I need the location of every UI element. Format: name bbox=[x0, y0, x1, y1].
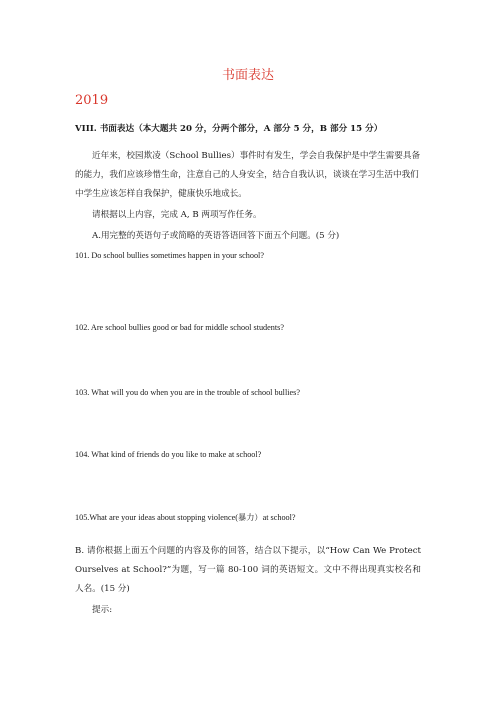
page-title: 书面表达 bbox=[221, 68, 274, 83]
year-label: 2019 bbox=[75, 93, 109, 108]
section-heading: VIII. 书面表达（本大题共 20 分，分两个部分，A 部分 5 分，B 部分 15 分） bbox=[75, 124, 383, 134]
instruction-line: 请根据以上内容，完成 A, B 两项写作任务。 bbox=[92, 210, 262, 220]
question-101: 101. Do school bullies sometimes happen in your school? bbox=[75, 251, 264, 260]
intro-paragraph: 近年来，校园欺凌（School Bullies）事件时有发生，学会自我保护是中学生需要具备的能力，我们应该珍惜生命，注意自己的人身安全，结合自我认识，谈谈在学习生活中我们中学生应该怎样自我保护，健康快乐地成长。 bbox=[75, 151, 421, 199]
question-102: 102. Are school bullies good or bad for middle school students? bbox=[75, 323, 284, 332]
question-103: 103. What will you do when you are in the trouble of school bullies? bbox=[75, 388, 300, 397]
question-105: 105.What are your ideas about stopping violence(暴力）at school? bbox=[75, 513, 296, 522]
hint-label: 提示: bbox=[92, 605, 113, 615]
question-104: 104. What kind of friends do you like to make at school? bbox=[75, 450, 262, 459]
part-b-instruction: B. 请你根据上面五个问题的内容及你的回答，结合以下提示，以“How Can We Protect Ourselves at School?”为题，写一篇 80-100 词的英语短文。文中不得出现真实校名和人名。(15 分) bbox=[75, 546, 421, 594]
part-a-instruction: A.用完整的英语句子或简略的英语答语回答下面五个问题。(5 分) bbox=[92, 231, 340, 241]
